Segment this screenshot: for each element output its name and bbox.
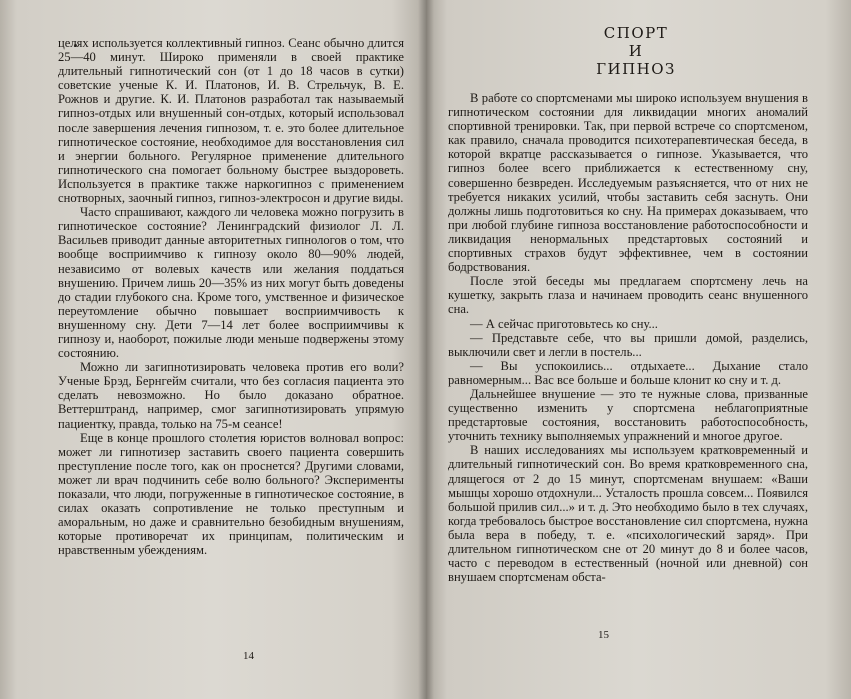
paragraph: В работе со спортсменами мы широко используем внушения в гипнотическом состоянии для ликвидации многих аномалий спортивной тренировки. Так, при первой встрече со спортсменом, как правило, сначала проводится психотерапевтическая беседа, в которой вкратце рассказывается о гипнозе. Указывается, что гипноз более всего приближается к естественному сну, совершенно безвреден. Исследуемым разъясняется, что от них не требуется никаких усилий, чтобы заставить себя заснуть. Они должны лишь подготовиться ко сну. На примерах доказываем, что при любой глубине гипноза восстановление работоспособности и ликвидация ненормальных предстартовых состояний и спортивных страхов будут эффективнее, чем в состоянии бодрствования. (448, 91, 808, 275)
heading-line: ГИПНОЗ (596, 60, 676, 78)
paragraph: Можно ли загипнотизировать человека против его воли? Ученые Брэд, Бернгейм считали, что без согласия пациента это сделать невозможно. Но было доказано обратное. Веттерштранд, например, смог загипнотизировать упрямую пациентку, правда, только на 75-м сеансе! (58, 360, 404, 431)
heading-line: И (628, 42, 644, 60)
dialogue-line: — А сейчас приготовьтесь ко сну... (470, 316, 658, 331)
right-page (426, 0, 851, 699)
dialogue-line: — Вы успокоились... отдыхаете... Дыхание стало равномерным... Вас все больше и больше клонит ко сну и т. д. (448, 358, 808, 387)
paragraph: Дальнейшее внушение — это те нужные слова, призванные существенно изменить у спортсмена неблагоприятные предстартовые состояния, восстановить работоспособность, уточнить технику выполняемых упражнений и многое другое. (448, 386, 808, 444)
paragraph: После этой беседы мы предлагаем спортсмену лечь на кушетку, закрыть глаза и начинаем проводить сеанс внушенного сна. (448, 274, 808, 317)
right-page-text (448, 91, 808, 584)
left-page-text (58, 36, 404, 557)
dialogue-line: — Представьте себе, что вы пришли домой, разделись, выключили свет и легли в постель... (448, 330, 808, 359)
heading-line: СПОРТ (603, 24, 669, 42)
chapter-heading (526, 24, 746, 78)
paragraph: В наших исследованиях мы используем кратковременный и длительный гипнотический сон. Во время кратковременного сна, длящегося от 2 до 15 минут, спортсменам внушаем: «Ваши мышцы хорошо отдохнули... Усталость прошла совсем... Появился большой прилив сил...» и т. д. Это необходимо было в тех случаях, когда требовалось быстрое восстановление сил спортсмена, нужна была вера в победу, т. е. «психологический заряд». При длительном гипнотическом сне от 20 минут до 8 и более часов, часто с переводом в естественный (ночной или дневной) сон внушаем спортсменам обста- (448, 443, 808, 585)
paragraph: Часто спрашивают, каждого ли человека можно погрузить в гипнотическое состояние? Ленинградский физиолог Л. Л. Васильев приводит данные авторитетных гипнологов о том, что вообще восприимчиво к гипнозу около 80—90% людей, независимо от волевых качеств или желания поддаться внушению. Причем лишь 20—35% из них могут быть доведены до стадии глубокого сна. Кроме того, умственное и физическое переутомление обычно повышает восприимчивость к внушенному сну. Дети 7—14 лет более восприимчивы к гипнозу и, наоборот, пожилые люди меньше подвержены этому состоянию. (58, 205, 404, 361)
paragraph: целях используется коллективный гипноз. Сеанс обычно длится 25—40 минут. Широко применяли в своей практике длительный гипнотический сон (от 1 до 18 часов в сутки) советские ученые К. И. Платонов, И. В. Стрельчук, В. Е. Рожнов и другие. К. И. Платонов разработал так называемый гипноз-отдых или внушенный сон-отдых, который использовал после завершения лечения гипнозом, т. е. это более длительное гипнотическое состояние, необходимое для восстановления сил и энергии больного. Регулярное применение длительного гипнотического сна помогает больному быстрее выздороветь. Используется в практике также наркогипноз с применением снотворных, заочный гипноз, гипноз-электросон и другие виды. (58, 36, 404, 206)
page-number: 15 (598, 629, 609, 641)
page-number: 14 (243, 650, 254, 662)
paragraph: Еще в конце прошлого столетия юристов волновал вопрос: может ли гипнотизер заставить своего пациента совершить преступление после того, как он проснется? Другими словами, может ли врач подчинить себе волю больного? Эксперименты показали, что люди, погруженные в гипнотическое состояние, в силах оказать сопротивление не только преступным и аморальным, но даже и сравнительно безобидным внушениям, которые противоречат их принципам, политическим и нравственным убеждениям. (58, 430, 404, 558)
book-gutter (418, 0, 434, 699)
